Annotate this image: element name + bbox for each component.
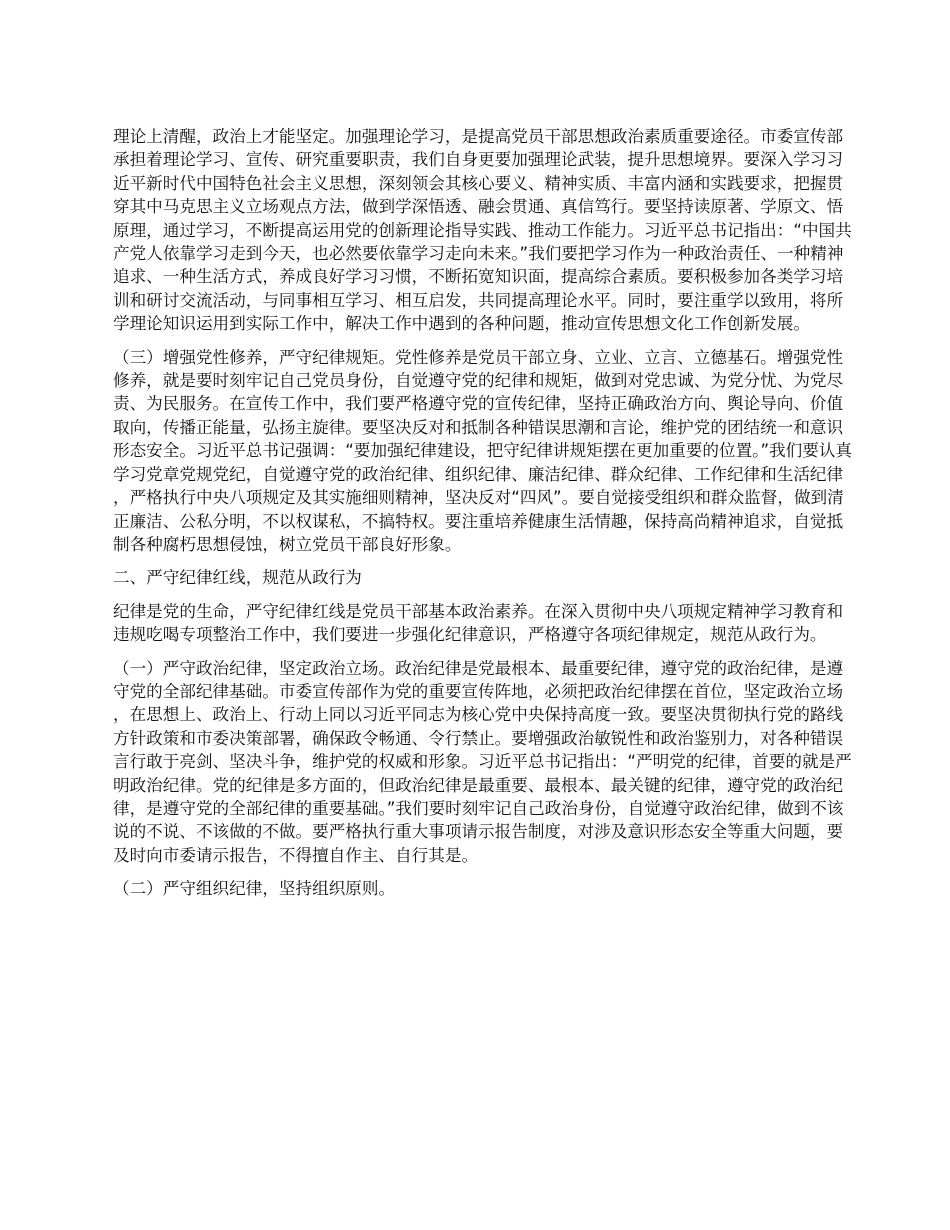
paragraph-organizational-discipline: （二）严守组织纪律，坚持组织原则。: [113, 879, 396, 899]
paragraph-theory-study: 理论上清醒，政治上才能坚定。加强理论学习，是提高党员干部思想政治素质重要途径。市委宣传部承担着理论学习、宣传、研究重要职责，我们自身更要加强理论武装，提升思想境界。要深入学习习近平新时代中国特色社会主义思想，深刻领会其核心要义、精神实质、丰富内涵和实践要求，把握贯穿其中马克思主义立场观点方法，做到学深悟透、融会贯通、真信笃行。要坚持读原著、学原文、悟原理，通过学习，不断提高运用党的创新理论指导实践、推动工作能力。习近平总书记指出：“中国共产党人依靠学习走到今天，也必然要依靠学习走向未来。”我们要把学习作为一种政治责任、一种精神追求、一种生活方式，养成良好学习习惯，不断拓宽知识面，提高综合素质。要积极参加各类学习培训和研讨交流活动，与同事相互学习、相互启发，共同提高理论水平。同时，要注重学以致用，将所学理论知识运用到实际工作中，解决工作中遇到的各种问题，推动宣传思想文化工作创新发展。: [113, 127, 852, 334]
section-heading-discipline: 二、严守纪律红线，规范从政行为: [113, 568, 362, 588]
document-body: [113, 125, 858, 911]
paragraph-discipline-intro: 纪律是党的生命，严守纪律红线是党员干部基本政治素养。在深入贯彻中央八项规定精神学习教育和违规吃喝专项整治工作中，我们要进一步强化纪律意识，严格遵守各项纪律规定，规范从政行为。: [113, 601, 844, 645]
paragraph-party-spirit: （三）增强党性修养，严守纪律规矩。党性修养是党员干部立身、立业、立言、立德基石。增强党性修养，就是要时刻牢记自己党员身份，自觉遵守党的纪律和规矩，做到对党忠诚、为党分忧、为党尽责、为民服务。在宣传工作中，我们要严格遵守党的宣传纪律，坚持正确政治方向、舆论导向、价值取向，传播正能量，弘扬主旋律。要坚决反对和抵制各种错误思潮和言论，维护党的团结统一和意识形态安全。习近平总书记强调：“要加强纪律建设，把守纪律讲规矩摆在更加重要的位置。”我们要认真学习党章党规党纪，自觉遵守党的政治纪律、组织纪律、廉洁纪律、群众纪律、工作纪律和生活纪律，严格执行中央八项规定及其实施细则精神，坚决反对“四风”。要自觉接受组织和群众监督，做到清正廉洁、公私分明，不以权谋私，不搞特权。要注重培养健康生活情趣，保持高尚精神追求，自觉抵制各种腐朽思想侵蚀，树立党员干部良好形象。: [113, 347, 853, 554]
paragraph-political-discipline: （一）严守政治纪律，坚定政治立场。政治纪律是党最根本、最重要纪律，遵守党的政治纪律，是遵守党的全部纪律基础。市委宣传部作为党的重要宣传阵地，必须把政治纪律摆在首位，坚定政治立场，在思想上、政治上、行动上同以习近平同志为核心党中央保持高度一致。要坚决贯彻执行党的路线方针政策和市委决策部署，确保政令畅通、令行禁止。要增强政治敏锐性和政治鉴别力，对各种错误言行敢于亮剑、坚决斗争，维护党的权威和形象。习近平总书记指出：“严明党的纪律，首要的就是严明政治纪律。党的纪律是多方面的，但政治纪律是最重要、最根本、最关键的纪律，遵守党的政治纪律，是遵守党的全部纪律的重要基础。”我们要时刻牢记自己政治身份，自觉遵守政治纪律，做到不该说的不说、不该做的不做。要严格执行重大事项请示报告制度，对涉及意识形态安全等重大问题，要及时向市委请示报告，不得擅自作主、自行其是。: [113, 658, 852, 865]
